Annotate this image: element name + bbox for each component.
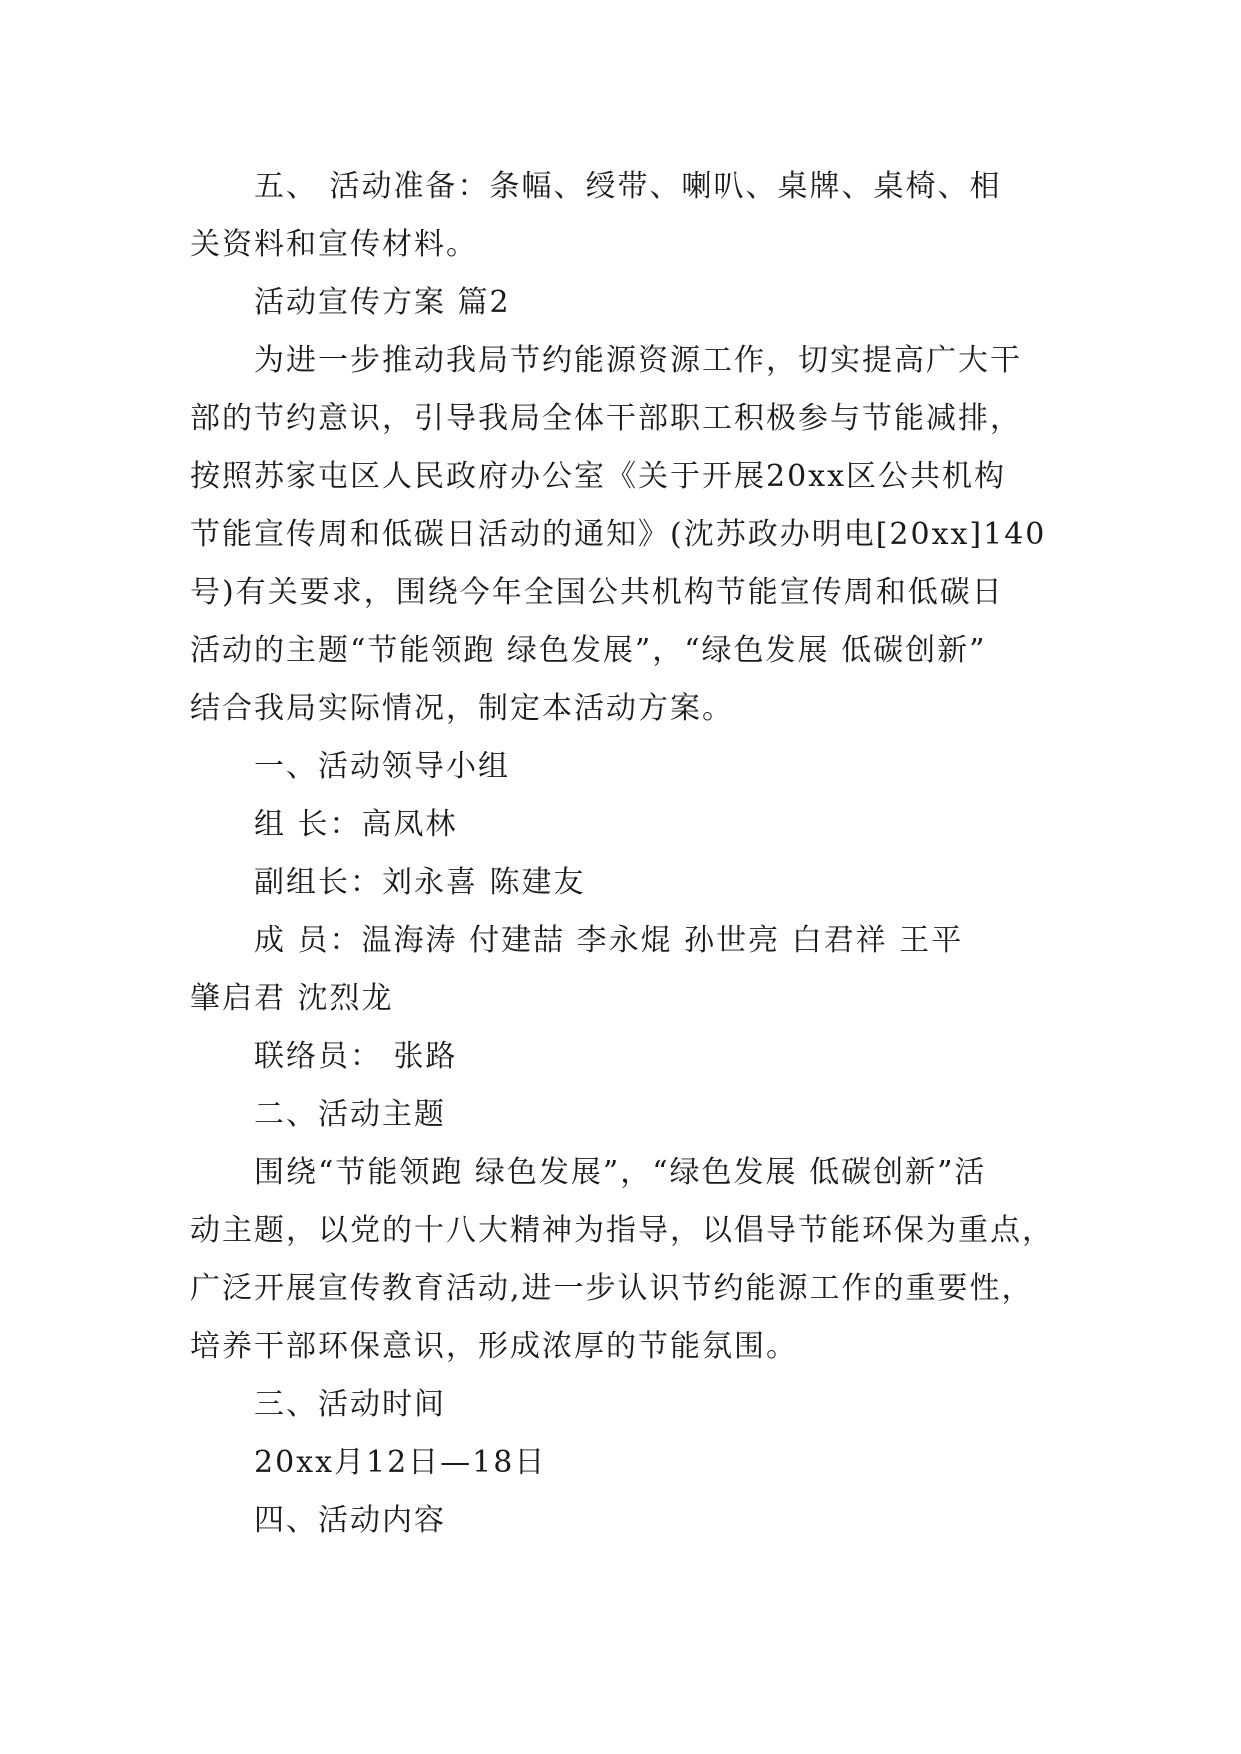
text-line: 成 员：温海涛 付建喆 李永焜 孙世亮 白君祥 王平 — [254, 923, 964, 958]
text-line: 培养干部环保意识，形成浓厚的节能氛围。 — [190, 1329, 798, 1364]
text-line: 为进一步推动我局节约能源资源工作，切实提高广大干 — [254, 343, 1022, 378]
text-line: 活动宣传方案 篇2 — [254, 285, 511, 320]
text-line: 活动的主题“节能领跑 绿色发展”，“绿色发展 低碳创新” — [190, 633, 987, 668]
text-line: 副组长：刘永喜 陈建友 — [254, 865, 586, 900]
text-line: 五、 活动准备：条幅、绶带、喇叭、桌牌、桌椅、相 — [254, 169, 1002, 204]
text-line: 组 长：高凤林 — [254, 807, 458, 842]
text-line: 20xx月12日—18日 — [254, 1445, 547, 1480]
text-line: 二、活动主题 — [254, 1097, 446, 1132]
text-line: 动主题，以党的十八大精神为指导，以倡导节能环保为重点， — [190, 1213, 1054, 1248]
text-line: 肇启君 沈烈龙 — [190, 981, 394, 1016]
text-line: 结合我局实际情况，制定本活动方案。 — [190, 691, 734, 726]
text-line: 按照苏家屯区人民政府办公室《关于开展20xx区公共机构 — [190, 459, 1007, 494]
text-line: 部的节约意识，引导我局全体干部职工积极参与节能减排， — [190, 401, 1022, 436]
text-line: 关资料和宣传材料。 — [190, 227, 478, 262]
document-body — [190, 158, 1052, 1550]
text-line: 号)有关要求，围绕今年全国公共机构节能宣传周和低碳日 — [190, 575, 1004, 610]
text-line: 围绕“节能领跑 绿色发展”，“绿色发展 低碳创新”活 — [254, 1155, 987, 1190]
text-line: 广泛开展宣传教育活动,进一步认识节约能源工作的重要性， — [190, 1271, 1034, 1306]
text-line: 四、活动内容 — [254, 1503, 446, 1538]
text-line: 联络员： 张路 — [254, 1039, 458, 1074]
text-line: 一、活动领导小组 — [254, 749, 510, 784]
text-line: 三、活动时间 — [254, 1387, 446, 1422]
text-line: 节能宣传周和低碳日活动的通知》(沈苏政办明电[20xx]140 — [190, 517, 1047, 552]
